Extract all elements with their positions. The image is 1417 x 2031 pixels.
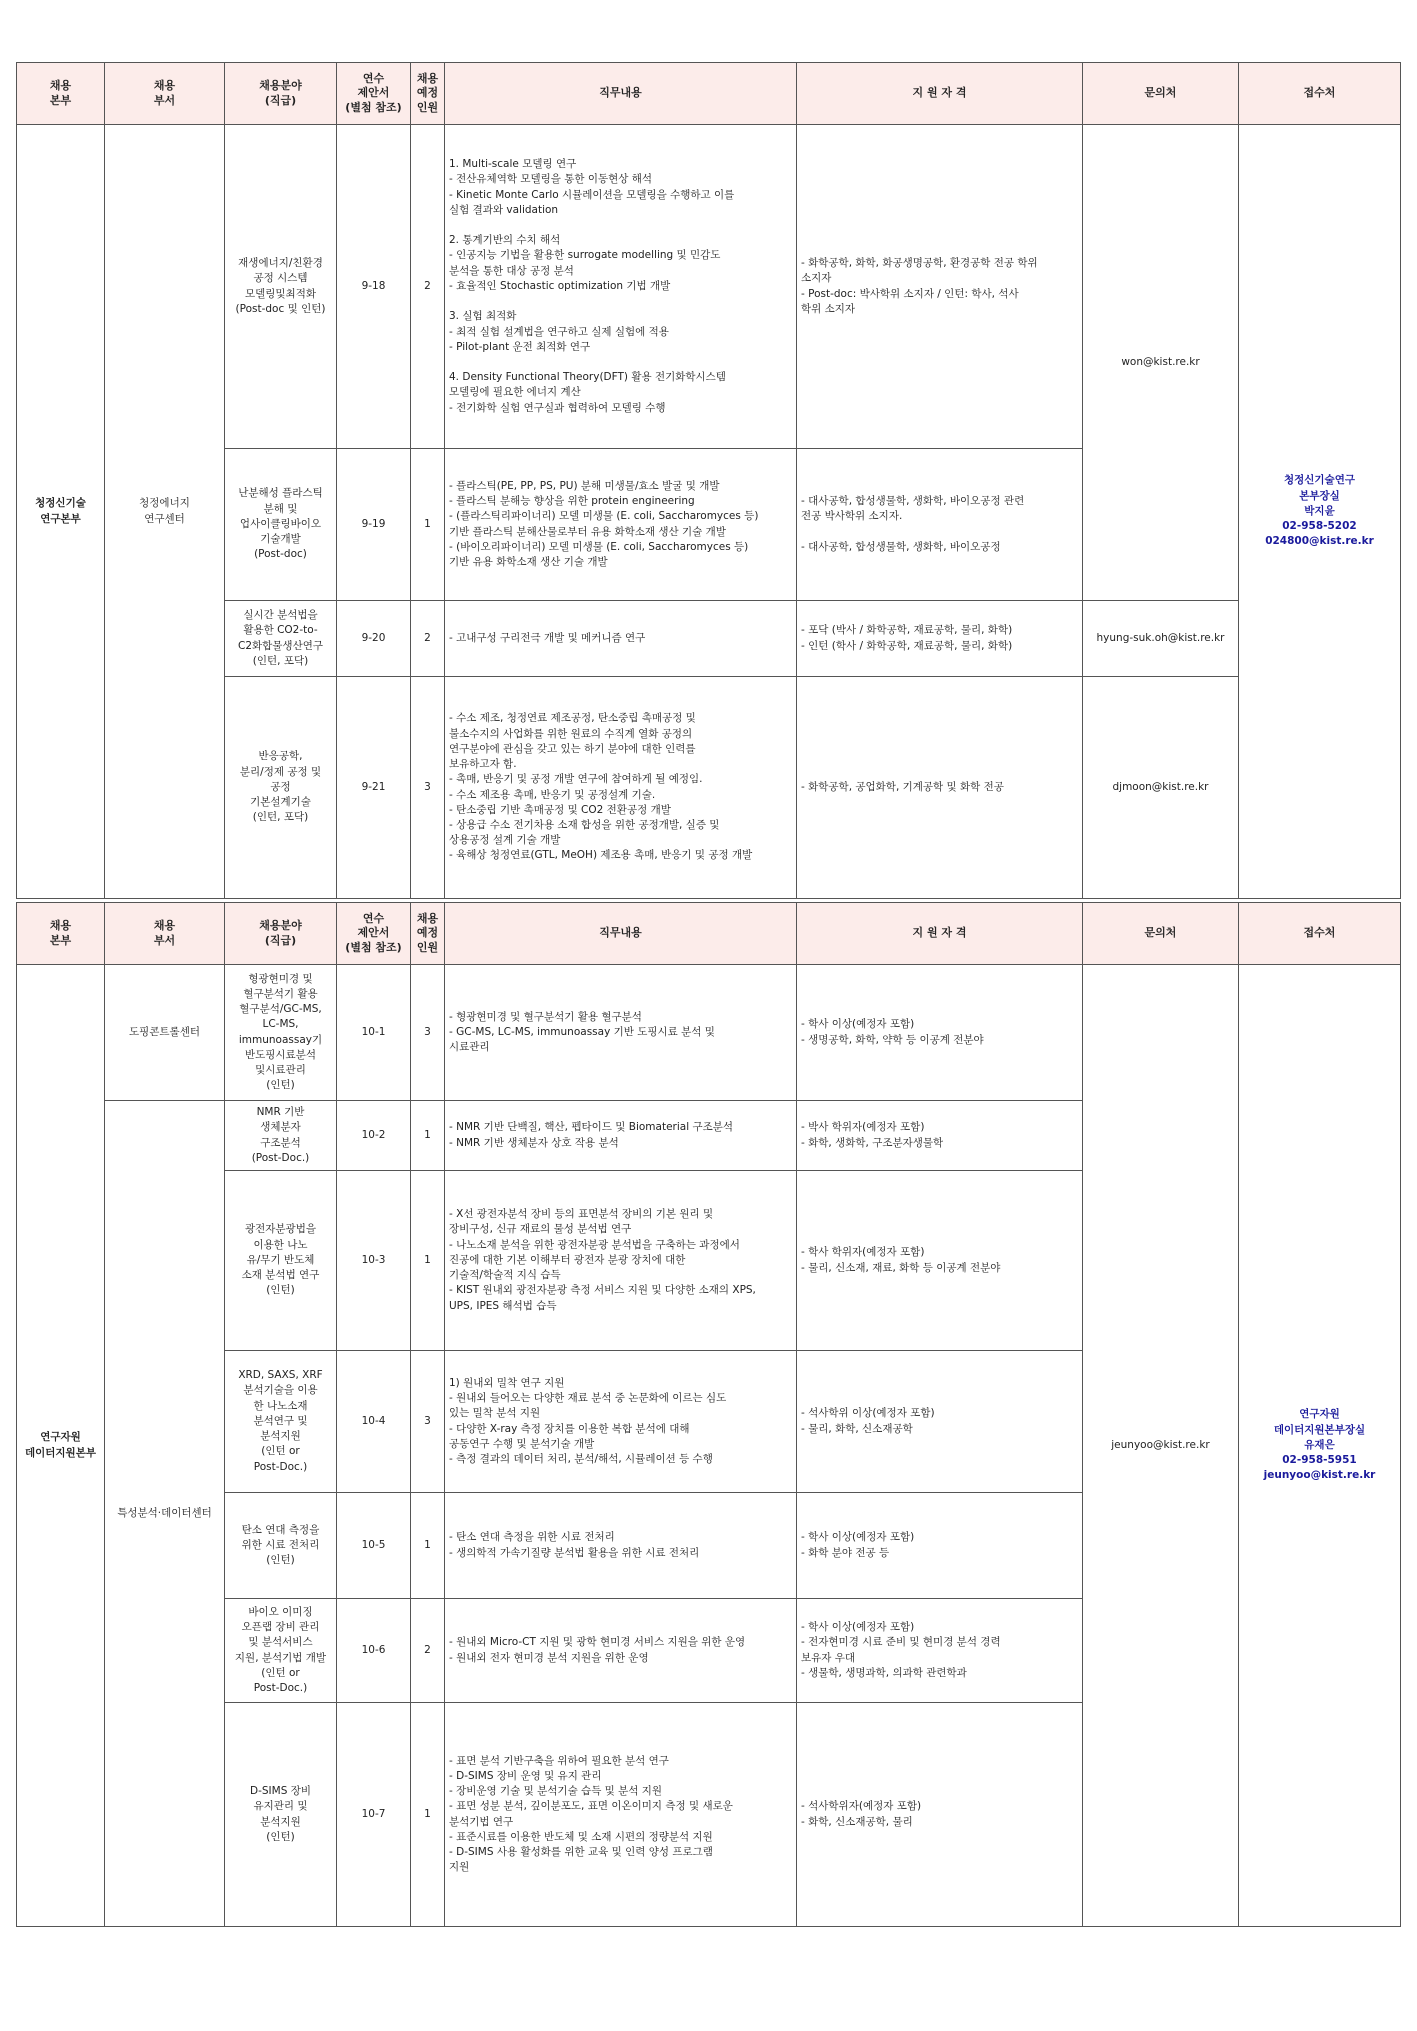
- field-cell: [225, 1351, 337, 1493]
- text-line: - X선 광전자분석 장비 등의 표면분석 장비의 기본 원리 및: [449, 1208, 714, 1221]
- text-line: 및시료관리: [255, 1063, 306, 1076]
- text-line: LC-MS,: [262, 1018, 299, 1031]
- text-line: 공정: [270, 780, 291, 793]
- header-proposal: [337, 903, 411, 965]
- field-cell: [225, 449, 337, 601]
- text-line: 연구분야에 관심을 갖고 있는 하기 분야에 대한 인력를: [449, 742, 696, 755]
- text-line: 분석을 통한 대상 공정 분석: [449, 264, 574, 277]
- text-line: - 표면 성분 분석, 깊이분포도, 표면 이온이미지 측정 및 새로운: [449, 1800, 733, 1813]
- text-line: 4. Density Functional Theory(DFT) 활용 전기화학시스템: [449, 371, 726, 384]
- text-line: - 대사공학, 합성생물학, 생화학, 바이오공정 관련: [801, 495, 1025, 508]
- text-line: - 화학 분야 전공 등: [801, 1546, 890, 1559]
- text-line: - 나노소재 분석을 위한 광전자분광 분석법을 구축하는 과정에서: [449, 1238, 740, 1251]
- text-line: 분석지원: [260, 1430, 301, 1443]
- code-cell: 9-20: [337, 601, 411, 677]
- text-line: 분해 및: [263, 502, 298, 515]
- text-line: (인턴): [266, 1079, 295, 1092]
- text-line: 상용공정 설계 기술 개발: [449, 834, 561, 847]
- text-line: 학위 소지자: [801, 302, 856, 315]
- table-row: [17, 677, 1401, 899]
- header-receipt: 접수처: [1239, 63, 1401, 125]
- text-line: - 생의학적 가속기질량 분석법 활용을 위한 시료 전처리: [449, 1546, 700, 1559]
- duties-cell: [445, 1351, 797, 1493]
- text-line: 유지관리 및: [253, 1800, 308, 1813]
- duties-cell: [445, 677, 797, 899]
- header-contact: 문의처: [1083, 63, 1239, 125]
- text-line: [801, 525, 1078, 540]
- text-line: - 인턴 (학사 / 화학공학, 재료공학, 물리, 화학): [801, 639, 1013, 652]
- department-cell: [105, 125, 225, 899]
- text-line: 부서: [153, 93, 176, 107]
- header-division: [17, 903, 105, 965]
- header-department: [105, 903, 225, 965]
- text-line: 채용: [416, 912, 439, 926]
- text-line: 생체분자: [260, 1121, 301, 1134]
- count-cell: 2: [411, 125, 445, 449]
- text-line: 채용: [153, 919, 176, 933]
- code-cell: 10-7: [337, 1703, 411, 1927]
- text-line: 채용분야: [259, 79, 302, 93]
- text-line: 분석지원: [260, 1815, 301, 1828]
- text-line: Post-Doc.): [253, 1681, 308, 1694]
- qualification-cell: [797, 1351, 1083, 1493]
- text-line: 채용: [153, 79, 176, 93]
- text-line: 기술개발: [260, 533, 301, 546]
- text-line: 탄소 연대 측정을: [241, 1523, 320, 1536]
- text-line: - 전자현미경 시료 준비 및 현미경 분석 경력: [801, 1636, 1001, 1649]
- text-line: 분석기술을 이용: [243, 1384, 318, 1397]
- duties-cell: [445, 125, 797, 449]
- code-cell: 10-2: [337, 1101, 411, 1171]
- text-line: - 수소 제조용 촉매, 반응기 및 공정설계 기술.: [449, 788, 656, 801]
- qualification-cell: [797, 1493, 1083, 1599]
- field-cell: [225, 677, 337, 899]
- contact-email[interactable]: hyung-suk.oh@kist.re.kr: [1083, 601, 1239, 677]
- text-line: - 플라스틱(PE, PP, PS, PU) 분해 미생물/효소 발굴 및 개발: [449, 479, 720, 492]
- text-line: 제안서: [357, 86, 390, 100]
- text-line: - 형광현미경 및 혈구분석기 활용 혈구분석: [449, 1010, 642, 1023]
- text-line: 이용한 나노: [253, 1238, 308, 1251]
- text-line: [449, 218, 792, 233]
- department-cell: 도핑콘트롤센터: [105, 965, 225, 1101]
- text-line: 3. 실험 최적화: [449, 310, 517, 323]
- text-line: 본부장실: [1299, 489, 1340, 502]
- text-line: - 석사학위자(예정자 포함): [801, 1800, 922, 1813]
- header-count: [411, 63, 445, 125]
- text-line: 실시간 분석법을: [243, 609, 318, 622]
- text-line: - 학사 학위자(예정자 포함): [801, 1246, 925, 1259]
- qualification-cell: [797, 677, 1083, 899]
- text-line: 있는 밀착 분석 지원: [449, 1407, 541, 1420]
- text-line: - Post-doc: 박사학위 소지자 / 인턴: 학사, 석사: [801, 287, 1019, 300]
- duties-cell: [445, 601, 797, 677]
- text-line: 연구본부: [40, 512, 81, 525]
- header-receipt: 접수처: [1239, 903, 1401, 965]
- text-line: (직급): [264, 933, 297, 947]
- text-line: 진공에 대한 기본 이해부터 광전자 분광 장치에 대한: [449, 1253, 686, 1266]
- text-line: - 포닥 (박사 / 화학공학, 재료공학, 물리, 화학): [801, 624, 1013, 637]
- header-qualifications: 지 원 자 격: [797, 903, 1083, 965]
- text-line: 난분해성 플라스틱: [238, 487, 323, 500]
- text-line: 공정 시스템: [253, 272, 308, 285]
- code-cell: 10-6: [337, 1599, 411, 1703]
- header-field: [225, 63, 337, 125]
- receipt-cell: [1239, 125, 1401, 899]
- text-line: - KIST 원내외 광전자분광 측정 서비스 지원 및 다양한 소재의 XPS,: [449, 1284, 756, 1297]
- header-proposal: [337, 63, 411, 125]
- text-line: 박지윤: [1304, 504, 1335, 517]
- count-cell: 2: [411, 601, 445, 677]
- header-count: [411, 903, 445, 965]
- department-cell: 특성분석·데이터센터: [105, 1101, 225, 1927]
- text-line: - 생명공학, 화학, 약학 등 이공계 전분야: [801, 1033, 984, 1046]
- text-line: - 전기화학 실험 연구실과 협력하여 모델링 수행: [449, 401, 666, 414]
- text-line: [449, 355, 792, 370]
- text-line: XRD, SAXS, XRF: [238, 1369, 323, 1382]
- recruitment-table-2: [16, 902, 1401, 1927]
- count-cell: 3: [411, 677, 445, 899]
- text-line: 오픈랩 장비 관리: [241, 1621, 320, 1634]
- text-line: 유/무기 반도체: [246, 1253, 315, 1266]
- text-line: - 고내구성 구리전극 개발 및 메커니즘 연구: [449, 631, 646, 644]
- text-line: - 석사학위 이상(예정자 포함): [801, 1407, 935, 1420]
- text-line: - 생물학, 생명과학, 의과학 관련학과: [801, 1666, 967, 1679]
- text-line: 기반 플라스틱 분해산물로부터 유용 화학소재 생산 기술 개발: [449, 525, 726, 538]
- text-line: 본부: [49, 93, 72, 107]
- text-line: - 탄소 연대 측정을 위한 시료 전처리: [449, 1531, 615, 1544]
- text-line: 예정: [416, 926, 439, 940]
- division-cell: [17, 125, 105, 899]
- text-line: 보유하고자 함.: [449, 758, 517, 771]
- text-line: - Pilot-plant 운전 최적화 연구: [449, 340, 591, 353]
- text-line: 불소수지의 사업화를 위한 원료의 수직계 열화 공정의: [449, 727, 693, 740]
- text-line: 업사이클링바이오: [239, 517, 322, 530]
- text-line: - 원내외 들어오는 다양한 재료 분석 중 논문화에 이르는 심도: [449, 1392, 727, 1405]
- count-cell: 1: [411, 1493, 445, 1599]
- text-line: - 화학, 생화학, 구조분자생물학: [801, 1136, 944, 1149]
- count-cell: 1: [411, 1101, 445, 1171]
- header-field: [225, 903, 337, 965]
- duties-cell: [445, 1171, 797, 1351]
- text-line: 예정: [416, 86, 439, 100]
- text-line: 청정에너지: [139, 497, 190, 510]
- text-line: 분석연구 및: [253, 1414, 308, 1427]
- text-line: 혈구분석/GC-MS,: [239, 1003, 322, 1016]
- text-line: 1) 원내외 밀착 연구 지원: [449, 1376, 565, 1389]
- text-line: (인턴): [266, 1284, 295, 1297]
- text-line: 채용: [416, 72, 439, 86]
- text-line: 채용분야: [259, 919, 302, 933]
- text-line: 실험 결과와 validation: [449, 203, 559, 216]
- text-line: 활용한 CO2-to-: [243, 624, 318, 637]
- field-cell: [225, 1171, 337, 1351]
- text-line: 혈구분석기 활용: [243, 987, 318, 1000]
- text-line: 모델링에 필요한 에너지 계산: [449, 386, 581, 399]
- text-line: 보유자 우대: [801, 1651, 856, 1664]
- text-line: - 효율적인 Stochastic optimization 기법 개발: [449, 279, 671, 292]
- text-line: (Post-Doc.): [251, 1151, 310, 1164]
- text-line: 2. 통계기반의 수치 해석: [449, 234, 561, 247]
- qualification-cell: [797, 125, 1083, 449]
- text-line: 구조분석: [260, 1136, 301, 1149]
- text-line: 연구자원: [1299, 1408, 1340, 1421]
- text-line: - 학사 이상(예정자 포함): [801, 1621, 915, 1634]
- text-line: 청정신기술연구: [1283, 474, 1355, 487]
- count-cell: 2: [411, 1599, 445, 1703]
- text-line: 반도핑시료분석: [244, 1048, 316, 1061]
- header-contact: 문의처: [1083, 903, 1239, 965]
- table-row: [17, 965, 1401, 1101]
- text-line: 모델링및최적화: [244, 287, 316, 300]
- text-line: 전공 박사학위 소지자.: [801, 510, 903, 523]
- table-row: [17, 601, 1401, 677]
- count-cell: 3: [411, 1351, 445, 1493]
- text-line: 인원: [416, 100, 439, 114]
- text-line: - 원내외 전자 현미경 분석 지원을 위한 운영: [449, 1651, 649, 1664]
- qualification-cell: [797, 1101, 1083, 1171]
- text-line: 02-958-5951: [1282, 1454, 1357, 1467]
- text-line: 청정신기술: [35, 497, 86, 510]
- text-line: - 상용급 수소 전기차용 소재 합성을 위한 공정개발, 실증 및: [449, 818, 720, 831]
- text-line: 재생에너지/친환경: [238, 257, 323, 270]
- text-line: - NMR 기반 단백질, 핵산, 펩타이드 및 Biomaterial 구조분석: [449, 1121, 734, 1134]
- qualification-cell: [797, 449, 1083, 601]
- text-line: - 인공지능 기법을 활용한 surrogate modelling 및 민감도: [449, 249, 721, 262]
- text-line: 형광현미경 및: [248, 972, 313, 985]
- duties-cell: [445, 1703, 797, 1927]
- field-cell: [225, 1703, 337, 1927]
- text-line: C2화합물생산연구: [237, 639, 323, 652]
- text-line: - D-SIMS 사용 활성화를 위한 교육 및 인력 양성 프로그램: [449, 1845, 713, 1858]
- field-cell: [225, 965, 337, 1101]
- text-line: - D-SIMS 장비 운영 및 유지 관리: [449, 1769, 602, 1782]
- field-cell: [225, 1101, 337, 1171]
- text-line: - 화학공학, 화학, 화공생명공학, 환경공학 전공 학위: [801, 257, 1038, 270]
- field-cell: [225, 125, 337, 449]
- text-line: 반응공학,: [258, 750, 303, 763]
- text-line: (직급): [264, 93, 297, 107]
- field-cell: [225, 1599, 337, 1703]
- qualification-cell: [797, 1171, 1083, 1351]
- text-line: (인턴): [266, 1554, 295, 1567]
- text-line: (인턴 or: [261, 1445, 300, 1458]
- text-line: (별첨 참조): [345, 940, 402, 954]
- text-line: 시료관리: [449, 1041, 490, 1054]
- text-line: D-SIMS 장비: [250, 1785, 311, 1798]
- text-line: 공동연구 수행 및 분석기술 개발: [449, 1437, 595, 1450]
- qualification-cell: [797, 601, 1083, 677]
- text-line: jeunyoo@kist.re.kr: [1263, 1469, 1376, 1482]
- text-line: - (플라스틱리파이너리) 모델 미생물 (E. coli, Saccharomyces 등): [449, 510, 759, 523]
- text-line: 기본설계기술: [250, 796, 311, 809]
- duties-cell: [445, 449, 797, 601]
- text-line: - 표준시료를 이용한 반도체 및 소재 시편의 정량분석 지원: [449, 1830, 713, 1843]
- text-line: 연수: [362, 72, 385, 86]
- text-line: - NMR 기반 생체분자 상호 작용 분석: [449, 1136, 619, 1149]
- code-cell: 10-5: [337, 1493, 411, 1599]
- text-line: 소재 분석법 연구: [241, 1269, 320, 1282]
- text-line: 연구센터: [144, 512, 185, 525]
- count-cell: 1: [411, 1171, 445, 1351]
- text-line: 인원: [416, 940, 439, 954]
- text-line: 유재은: [1304, 1438, 1335, 1451]
- text-line: - (바이오리파이너리) 모델 미생물 (E. coli, Saccharomyces 등): [449, 540, 749, 553]
- contact-email[interactable]: jeunyoo@kist.re.kr: [1083, 965, 1239, 1927]
- text-line: 데이터지원본부장실: [1273, 1423, 1366, 1436]
- text-line: 채용: [49, 919, 72, 933]
- text-line: 데이터지원본부: [24, 1446, 96, 1459]
- code-cell: 9-21: [337, 677, 411, 899]
- text-line: - 장비운영 기술 및 분석기술 습득 및 분석 지원: [449, 1785, 663, 1798]
- header-department: [105, 63, 225, 125]
- text-line: 지원, 분석기법 개발: [234, 1651, 327, 1664]
- text-line: 한 나노소재: [253, 1399, 308, 1412]
- text-line: Post-Doc.): [253, 1460, 308, 1473]
- text-line: - 물리, 신소재, 재료, 화학 등 이공계 전분야: [801, 1261, 1001, 1274]
- contact-email[interactable]: djmoon@kist.re.kr: [1083, 677, 1239, 899]
- text-line: 기반 유용 화학소재 생산 기술 개발: [449, 555, 608, 568]
- text-line: immunoassay기: [238, 1033, 323, 1046]
- text-line: - 전산유체역학 모델링을 통한 이동현상 해석: [449, 173, 653, 186]
- text-line: - 플라스틱 분해능 향상을 위한 protein engineering: [449, 495, 695, 508]
- text-line: (인턴 or: [261, 1666, 300, 1679]
- text-line: UPS, IPES 해석법 습득: [449, 1299, 557, 1312]
- text-line: - 원내외 Micro-CT 지원 및 광학 현미경 서비스 지원을 위한 운영: [449, 1636, 746, 1649]
- text-line: - 육해상 청정연료(GTL, MeOH) 제조용 촉매, 반응기 및 공정 개발: [449, 849, 753, 862]
- text-line: 부서: [153, 933, 176, 947]
- field-cell: [225, 1493, 337, 1599]
- text-line: 소지자: [801, 272, 832, 285]
- text-line: - 학사 이상(예정자 포함): [801, 1531, 915, 1544]
- duties-cell: [445, 965, 797, 1101]
- text-line: - 화학공학, 공업화학, 기계공학 및 화학 전공: [801, 780, 1004, 793]
- text-line: - 박사 학위자(예정자 포함): [801, 1121, 925, 1134]
- count-cell: 3: [411, 965, 445, 1101]
- header-qualifications: 지 원 자 격: [797, 63, 1083, 125]
- text-line: 제안서: [357, 926, 390, 940]
- header-division: [17, 63, 105, 125]
- code-cell: 10-4: [337, 1351, 411, 1493]
- count-cell: 1: [411, 449, 445, 601]
- text-line: 채용: [49, 79, 72, 93]
- text-line: - 다양한 X-ray 측정 장치를 이용한 복합 분석에 대해: [449, 1422, 690, 1435]
- text-line: 연구자원: [40, 1431, 81, 1444]
- field-cell: [225, 601, 337, 677]
- text-line: (인턴, 포닥): [252, 811, 309, 824]
- code-cell: 10-1: [337, 965, 411, 1101]
- text-line: 장비구성, 신규 재료의 물성 분석법 연구: [449, 1223, 632, 1236]
- text-line: - 탄소중립 기반 촉매공정 및 CO2 전환공정 개발: [449, 803, 671, 816]
- text-line: - 학사 이상(예정자 포함): [801, 1018, 915, 1031]
- duties-cell: [445, 1493, 797, 1599]
- qualification-cell: [797, 1599, 1083, 1703]
- table-row: [17, 125, 1401, 449]
- recruitment-table-1: [16, 62, 1401, 899]
- text-line: [449, 294, 792, 309]
- text-line: (인턴, 포닥): [252, 654, 309, 667]
- text-line: 바이오 이미징: [248, 1605, 313, 1618]
- text-line: - 촉매, 반응기 및 공정 개발 연구에 참여하게 될 예정임.: [449, 773, 703, 786]
- text-line: 02-958-5202: [1282, 520, 1357, 533]
- text-line: (인턴): [266, 1830, 295, 1843]
- text-line: (Post-doc): [254, 548, 307, 561]
- code-cell: 10-3: [337, 1171, 411, 1351]
- text-line: 위한 시료 전처리: [241, 1538, 320, 1551]
- receipt-cell: [1239, 965, 1401, 1927]
- text-line: 연수: [362, 912, 385, 926]
- text-line: NMR 기반: [256, 1106, 305, 1119]
- duties-cell: [445, 1101, 797, 1171]
- contact-email[interactable]: won@kist.re.kr: [1083, 125, 1239, 601]
- text-line: 024800@kist.re.kr: [1265, 535, 1374, 548]
- text-line: (Post-doc 및 인턴): [235, 302, 326, 315]
- text-line: - 물리, 화학, 신소재공학: [801, 1422, 913, 1435]
- division-cell: [17, 965, 105, 1927]
- text-line: - 표면 분석 기반구축을 위하여 필요한 분석 연구: [449, 1754, 669, 1767]
- text-line: - 대사공학, 합성생물학, 생화학, 바이오공정: [801, 540, 1001, 553]
- text-line: - 최적 실험 설계법을 연구하고 실제 실험에 적용: [449, 325, 669, 338]
- header-row: [17, 63, 1401, 125]
- duties-cell: [445, 1599, 797, 1703]
- qualification-cell: [797, 965, 1083, 1101]
- header-duties: 직무내용: [445, 63, 797, 125]
- text-line: 분리/정제 공정 및: [239, 765, 322, 778]
- code-cell: 9-19: [337, 449, 411, 601]
- text-line: 기술적/학술적 지식 습득: [449, 1269, 561, 1282]
- text-line: (별첨 참조): [345, 100, 402, 114]
- code-cell: 9-18: [337, 125, 411, 449]
- text-line: 광전자분광법을: [244, 1223, 316, 1236]
- text-line: - GC-MS, LC-MS, immunoassay 기반 도핑시료 분석 및: [449, 1025, 715, 1038]
- text-line: - 측정 결과의 데이터 처리, 분석/해석, 시뮬레이션 등 수행: [449, 1452, 713, 1465]
- text-line: 본부: [49, 933, 72, 947]
- count-cell: 1: [411, 1703, 445, 1927]
- text-line: - 수소 제조, 청정연료 제조공정, 탄소중립 촉매공정 및: [449, 712, 696, 725]
- text-line: 분석기법 연구: [449, 1815, 514, 1828]
- qualification-cell: [797, 1703, 1083, 1927]
- text-line: 1. Multi-scale 모델링 연구: [449, 158, 577, 171]
- text-line: - 화학, 신소재공학, 물리: [801, 1815, 913, 1828]
- text-line: - Kinetic Monte Carlo 시뮬레이션을 모델링을 수행하고 이를: [449, 188, 735, 201]
- header-duties: 직무내용: [445, 903, 797, 965]
- text-line: 및 분석서비스: [248, 1636, 313, 1649]
- text-line: 지원: [449, 1861, 470, 1874]
- header-row: [17, 903, 1401, 965]
